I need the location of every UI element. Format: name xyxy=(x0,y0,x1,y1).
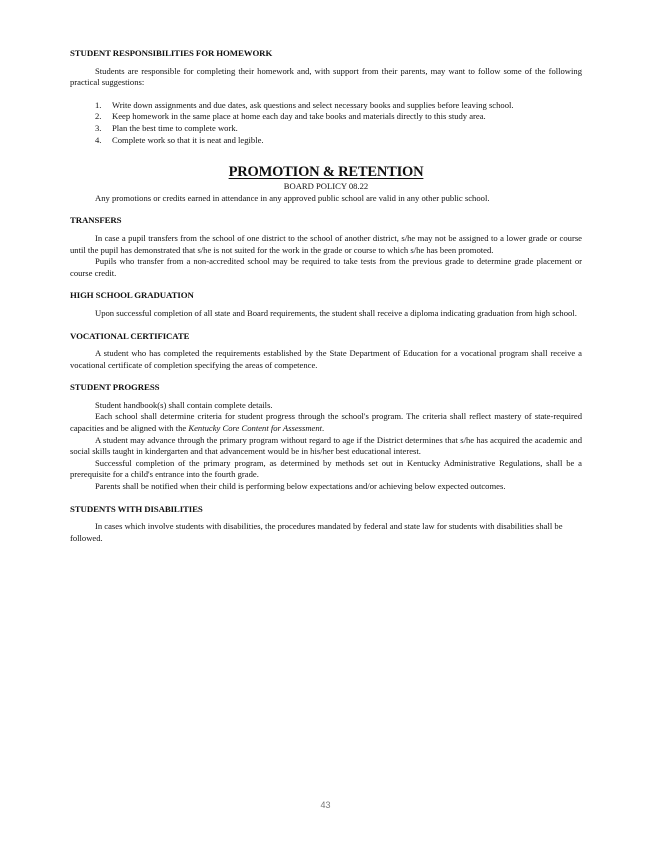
graduation-paragraph: Upon successful completion of all state and Board requirements, the student shall receive a diploma indicating graduation from high school. xyxy=(95,307,577,318)
progress-paragraph: Student handbook(s) shall contain complete details. xyxy=(95,399,273,410)
progress-paragraph: Parents shall be notified when their child is performing below expectations and/or achieving below expected outcomes. xyxy=(95,481,506,492)
page-title: PROMOTION & RETENTION xyxy=(228,164,424,181)
progress-heading: STUDENT PROGRESS xyxy=(70,382,160,393)
homework-intro: Students are responsible for completing their homework and, with support from their parents, may want to follow some of the following practical suggestions: xyxy=(70,65,582,88)
page-number: 43 xyxy=(320,800,331,810)
promotion-text: Any promotions or credits earned in attendance in any approved public school are valid in any other public school. xyxy=(95,192,490,203)
list-item: 1. Write down assignments and due dates, ask questions and select necessary books and supplies before leaving school. xyxy=(95,99,514,110)
homework-suggestion-list xyxy=(70,100,582,146)
progress-paragraph: Each school shall determine criteria for student progress through the school's program. The criteria shall reflect mastery of state-required capacities and be aligned with the Kentucky Core Content for Assessment. xyxy=(70,411,582,434)
progress-paragraph: Successful completion of the primary program, as determined by methods set out in Kentucky Administrative Regulations, shall be a prerequisite for a child's entrance into the fourth grade. xyxy=(70,457,582,480)
progress-paragraph: A student may advance through the primary program without regard to age if the District determines that s/he has acquired the academic and social skills taught in kindergarten and that advancement would be in his/her best educational interest. xyxy=(70,434,582,457)
graduation-heading: HIGH SCHOOL GRADUATION xyxy=(70,290,194,301)
list-item: 2. Keep homework in the same place at home each day and take books and materials directly to this study area. xyxy=(95,111,486,122)
vocational-paragraph: A student who has completed the requirements established by the State Department of Education for a vocational program shall receive a vocational certificate of completion specifying the areas of competence. xyxy=(70,348,582,370)
disabilities-paragraph: In cases which involve students with disabilities, the procedures mandated by federal and state law for students with disabilities shall be followed. xyxy=(70,521,563,543)
document-page xyxy=(70,48,582,544)
transfers-heading: TRANSFERS xyxy=(70,215,122,226)
disabilities-heading: STUDENTS WITH DISABILITIES xyxy=(70,503,203,514)
list-item: 3. Plan the best time to complete work. xyxy=(95,122,238,133)
homework-heading: STUDENT RESPONSIBILITIES FOR HOMEWORK xyxy=(70,48,273,58)
transfers-paragraph: In case a pupil transfers from the school of one district to the school of another district, s/he may not be assigned to a lower grade or course until the pupil has demonstrated that s/he is not suited for the work in the grade or course to which s/he has been promoted. xyxy=(70,232,582,255)
transfers-paragraph: Pupils who transfer from a non-accredited school may be required to take tests from the previous grade to determine grade placement or course credit. xyxy=(70,256,582,278)
board-policy-label: BOARD POLICY 08.22 xyxy=(283,181,369,192)
vocational-heading: VOCATIONAL CERTIFICATE xyxy=(70,330,190,341)
list-item: 4. Complete work so that it is neat and legible. xyxy=(95,134,264,145)
